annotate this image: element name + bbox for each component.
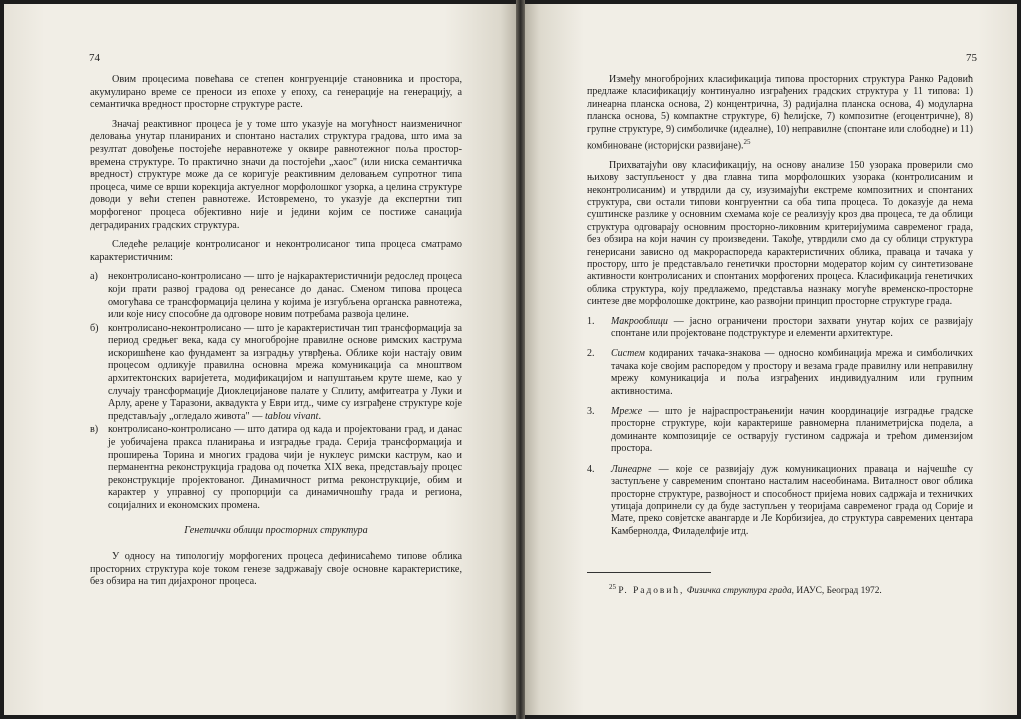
paragraph: У односу на типологију морфогених процеса дефинисаћемо типове облика просторних структура које током генезе задржавају своје основне карактеристике, без обзира на тип дијахроног процеса. <box>90 551 462 588</box>
list-item-text <box>611 406 973 456</box>
relations-list <box>90 271 462 512</box>
list-term: Мреже <box>611 406 643 418</box>
paragraph: Значај реактивног процеса је у томе што указује на могућност наизменичног деловања унутар планираних и спонтано насталих структура градова, што има за резултат довођење постојеће неравнотеже у оквире равнотежног поља простор-времена структуре. То практично значи да постојећи „хаос" (или ниска семантичка вредност) структуре може да се коригује реактивним деловањем супротног типа процеса, чиме се врши корекција актуелног морфолошког узорка, а целина структуре доводи у већи степен равнотеже. Истовремено, то указује да експертни тип морфогеног процеса објективно није и једини којим се постиже санација деградираних градских структура. <box>90 118 462 231</box>
list-term: Линеарне <box>611 463 652 475</box>
list-item-body: — јасно ограничени простори захвати унутар којих се развијају спонтане или пројектоване подструктуре и елементи архитектуре. <box>611 315 973 340</box>
left-page-text <box>90 74 462 596</box>
list-item-body: — које се развијају дуж комуникационих праваца и најчешће су заступљене у савременим спонтано насталим насеобинама. Виталност овог облика просторне структуре, развојност и способност пријема нових садржаја и техничких утицаја допринели су да буде заступљен у теоријама савременог града од Сорије и Мате, преко совјетске авангарде и Ле Корбизијеа, до структура савремених центара Камбернолда, Филаделфије итд. <box>611 463 974 537</box>
footnote-marker: 25 <box>743 138 751 147</box>
list-item-body: кодираних тачака-знакова — односно комбинација мрежа и симболичких тачака које својим распоредом у простору и везама граде правилну или неправилну мрежу комуникација и поља изграђених индивидуалним или групним активностима. <box>611 348 974 397</box>
list-item-tail: . <box>318 410 321 422</box>
list-item-text: неконтролисано-контролисано — што је најкарактеристичнији редослед процеса који прати развој градова од ренесансе до данас. Сменом типова процеса омогућава се трансформација целина у којима је изгубљена органска равнотежа, или које нису способне да одговоре новим потребама развоја целине. <box>108 271 462 321</box>
footnote-publisher: ИАУС, Београд 1972. <box>796 586 882 597</box>
paragraph: Следеће релације контролисаног и неконтролисаног типа процеса сматрамо карактеристичним: <box>90 239 462 263</box>
page-number: 74 <box>89 52 100 64</box>
right-page-text <box>587 74 973 605</box>
paragraph <box>587 74 973 153</box>
footnote-author: Р. Радовић, <box>618 586 685 597</box>
book-gutter <box>516 0 525 719</box>
list-marker: в) <box>90 424 99 436</box>
list-item-text <box>611 464 973 538</box>
list-item-text <box>108 323 462 424</box>
section-heading: Генетички облици просторних структура <box>184 524 368 536</box>
list-item-text <box>611 348 973 398</box>
footnote-divider <box>587 572 711 573</box>
list-marker: 2. <box>587 348 595 360</box>
list-marker: 4. <box>587 463 595 475</box>
list-item-text: контролисано-контролисано — што датира од када и пројектовани град, и данас је уобичајена пракса планирања и изградње града. Серија трансформација и проширења Торина и многих градова чији је нуклеус римски каструм, као и перманентна реконструкција градова од почетка XIX века, представљају процес реконструкције пројектованог. Динамичност ритма реконструкције, обим и карактер у управној су пропорцији са динамичношћу града и региона, социјалних и економских промена. <box>108 424 462 511</box>
list-item-text <box>611 316 973 341</box>
left-page <box>4 4 516 715</box>
list-item <box>587 316 973 341</box>
list-item <box>90 271 462 321</box>
list-marker: б) <box>90 322 99 334</box>
forms-list <box>587 316 973 539</box>
list-item-body: контролисано-неконтролисано — што је карактеристичан тип трансформација за период средњег века, када су многобројне правилне основе римских каструма искоришћене као фундамент за изградњу утврђења. Облике који настају овим процесом одликује правилна основна мрежа комуникација са мноштвом архитектонских варијетета, модификацијом и напуштањем крутe шеме, као у случају трансформације Диоклецијанове палате у Сплиту, амфитеатра у Луки и Арлу, арене у Таразони, аквадукта у Еври итд., чиме су изграђене структуре које представљају „огледало живота" — <box>108 322 462 422</box>
footnote <box>587 581 973 598</box>
list-item <box>587 464 973 538</box>
list-marker: 1. <box>587 315 595 327</box>
list-item <box>587 406 973 456</box>
page-number: 75 <box>966 52 977 64</box>
paragraph-text: Између многобројних класификација типова просторних структура Ранко Радовић предлаже класификацију континуално изграђених градских структура у 11 типова: 1) линеарна планска основа, 2) концентрична, 3) радијална планска основа, 4) модуларна планска основа, 5) компактне структуре, 6) ћелијске, 7) композитне (егоцентричне), 8) групне структуре, 9) симболичке (идеалне), 10) неправилне (спонтане или слободне) и 11) комбиноване (историјски развијане). <box>587 74 973 152</box>
list-term: Макрооблици <box>611 315 668 327</box>
footnote-title: Физичка структура града, <box>686 586 794 597</box>
list-marker: а) <box>90 271 98 283</box>
list-item <box>90 323 462 424</box>
list-term: Систем <box>611 348 645 360</box>
paragraph: Прихватајући ову класификацију, на основу анализе 150 узорака проверили смо њихову заступљеност у два главна типа морфолошких узорака (контролисаним и неконтролисаним) и утврдили да су, изузимајући екстреме композитних и спонтаних структура, сви остали типови конгруентни са оба типа процеса. То доказује да нема суштинске разлике у основним схемама које се реализују кроз два процеса, те да облици структура одговарају основним просторно-ликовним критеријумима савременог града, без обзира на који начин су произведени. Такође, утврдили смо да су облици структура генерисани зависно од макрораспореда карактеристичних облика, праваца и тачака у простору, што је представљало генетички просторни модератор којим су синтетизоване активности контролисаних и спонтаних морфогених процеса. Класификација генетичких облика структура, коју предлажемо, представља назнаку могуће временско-просторне синтезе две морфолошке доктрине, као развојни принцип просторне структуре града. <box>587 159 973 308</box>
list-item-body: — што је најраспрострањенији начин координације изградње градске просторне структуре, који карактерише равномерна планиметријска подела, а доминанте композиције се остварују густином садржаја и трећом димензијом простора. <box>611 406 974 455</box>
emphasized-term: tablou vivant <box>264 410 319 422</box>
paragraph: Овим процесима повећава се степен конгруенције становника и простора, акумулирано време се преноси из епохе у епоху, са генерације на генерацију, а семантичка вредност просторне структуре расте. <box>90 74 462 111</box>
footnote-number: 25 <box>609 583 616 592</box>
list-marker: 3. <box>587 406 595 418</box>
right-page <box>525 4 1017 715</box>
list-item <box>90 424 462 512</box>
list-item <box>587 348 973 398</box>
